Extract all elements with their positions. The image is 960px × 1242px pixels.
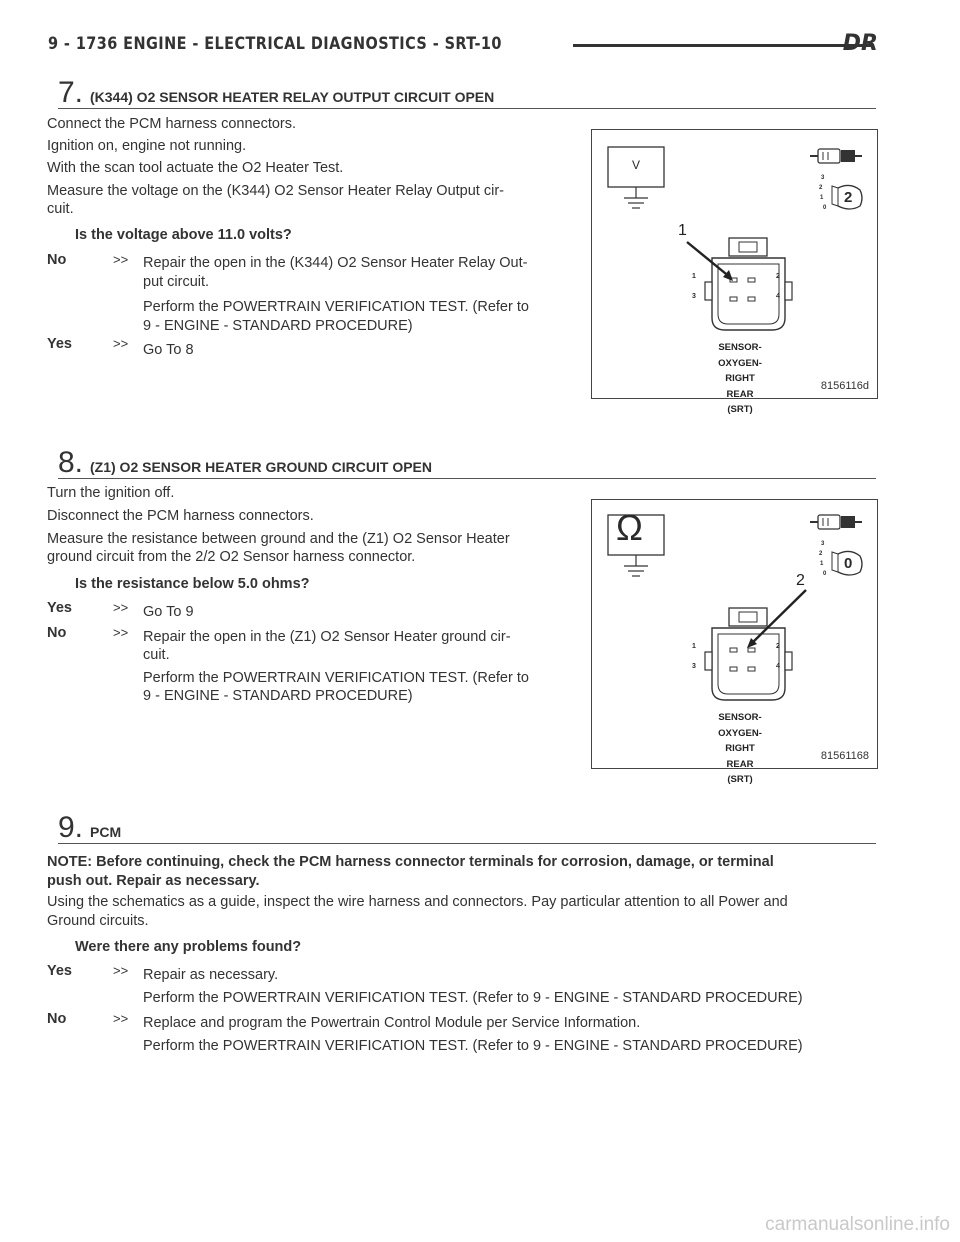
step-7-no-line: Repair the open in the (K344) O2 Sensor Heater Relay Out- [143, 255, 528, 271]
figure-8-dial-tick: 2 [819, 551, 823, 557]
step-9-no-line: Perform the POWERTRAIN VERIFICATION TEST. (Refer to 9 - ENGINE - STANDARD PROCEDURE) [143, 1038, 803, 1054]
caption-line: OXYGEN- [718, 357, 762, 369]
header-rule [573, 44, 873, 47]
figure-8-dial-tick: 0 [823, 571, 827, 577]
step-8-line: ground circuit from the 2/2 O2 Sensor harness connector. [47, 549, 416, 565]
step-7-no-line: put circuit. [143, 274, 210, 290]
page-header [48, 31, 878, 64]
step-7-line: Connect the PCM harness connectors. [47, 116, 297, 132]
caption-line: SENSOR- [718, 342, 762, 353]
figure-7-pin: 2 [776, 273, 780, 280]
step-8-yes-text: Go To 9 [143, 604, 194, 620]
figure-7-dial-tick: 3 [821, 175, 825, 181]
figure-voltage-test [591, 129, 878, 415]
figure-8-pin: 1 [692, 643, 696, 650]
step-7-heading [58, 76, 876, 109]
step-9-yes-line: Perform the POWERTRAIN VERIFICATION TEST. (Refer to 9 - ENGINE - STANDARD PROCEDURE) [143, 990, 803, 1006]
step-9-note-line: NOTE: Before continuing, check the PCM harness connector terminals for corrosion, damage, or terminal [47, 854, 774, 870]
step-9-heading [58, 811, 876, 844]
step-8-no-line: 9 - ENGINE - STANDARD PROCEDURE) [143, 688, 413, 704]
step-7-line: With the scan tool actuate the O2 Heater Test. [47, 160, 344, 176]
step-9-line: Ground circuits. [47, 913, 149, 929]
step-8-no-line: cuit. [143, 647, 170, 663]
caption-line: RIGHT [725, 743, 755, 754]
step-7-no-arrow: >> [113, 252, 129, 267]
step-8-number: 8. [58, 446, 84, 479]
watermark: carmanualsonline.info [765, 1214, 950, 1235]
step-7-number: 7. [58, 76, 84, 109]
step-8-heading [58, 446, 876, 479]
step-9-yes-arrow: >> [113, 963, 129, 978]
step-9-no-line: Replace and program the Powertrain Control Module per Service Information. [143, 1015, 641, 1031]
figure-8-callout: 2 [796, 572, 805, 589]
figure-7-dial-value: 2 [844, 189, 853, 206]
step-7-yes-label: Yes [47, 336, 72, 352]
step-9-yes-line: Repair as necessary. [143, 967, 279, 983]
step-7-yes-text: Go To 8 [143, 342, 194, 358]
step-9-line: Using the schematics as a guide, inspect the wire harness and connectors. Pay particular attention to all Power and [47, 894, 788, 910]
figure-7-dial-tick: 1 [820, 195, 824, 201]
caption-line: REAR [726, 388, 754, 400]
figure-7-dial-tick: 0 [823, 205, 827, 211]
step-8-title: (Z1) O2 SENSOR HEATER GROUND CIRCUIT OPEN [90, 459, 432, 475]
caption-line: OXYGEN- [718, 727, 762, 739]
step-8-question: Is the resistance below 5.0 ohms? [75, 576, 310, 592]
figure-resistance-test [591, 499, 878, 785]
model-badge: DR [842, 31, 878, 56]
step-7-no-label: No [47, 252, 67, 268]
figure-8-pin: 2 [776, 643, 780, 650]
step-8-no-label: No [47, 625, 67, 641]
step-9-number: 9. [58, 811, 84, 844]
figure-8-dial-tick: 3 [821, 541, 825, 547]
step-9-title: PCM [90, 824, 122, 840]
figure-7-pin: 4 [776, 293, 780, 300]
figure-7-code: 8156116d [820, 380, 869, 392]
step-7-no-line: 9 - ENGINE - STANDARD PROCEDURE) [143, 318, 413, 334]
caption-line: (SRT) [727, 774, 753, 785]
figure-7-pin: 3 [692, 293, 696, 300]
caption-line: (SRT) [727, 404, 753, 415]
step-7-question: Is the voltage above 11.0 volts? [75, 227, 292, 243]
step-8-no-line: Perform the POWERTRAIN VERIFICATION TEST. (Refer to [143, 670, 529, 686]
figure-7-pin: 1 [692, 273, 696, 280]
step-9-no-arrow: >> [113, 1011, 129, 1026]
step-8-line: Turn the ignition off. [47, 485, 175, 501]
figure-8-dial-value: 0 [844, 555, 853, 572]
step-9-yes-label: Yes [47, 963, 72, 979]
step-8-line: Measure the resistance between ground and the (Z1) O2 Sensor Heater [47, 531, 510, 547]
figure-7-caption [700, 340, 780, 418]
figure-7-meter-label: V [632, 158, 641, 172]
step-7-line: cuit. [47, 201, 74, 217]
ohm-icon: Ω [616, 507, 643, 548]
step-8-yes-label: Yes [47, 600, 72, 616]
step-8-line: Disconnect the PCM harness connectors. [47, 508, 314, 524]
step-9-no-label: No [47, 1011, 67, 1027]
step-7-no-line: Perform the POWERTRAIN VERIFICATION TEST. (Refer to [143, 299, 529, 315]
figure-8-pin: 3 [692, 663, 696, 670]
step-8-yes-arrow: >> [113, 600, 129, 615]
step-9-question: Were there any problems found? [75, 939, 302, 955]
figure-7-callout: 1 [678, 222, 687, 239]
step-9-note-line: push out. Repair as necessary. [47, 873, 260, 889]
step-8-no-arrow: >> [113, 625, 129, 640]
step-7-title: (K344) O2 SENSOR HEATER RELAY OUTPUT CIRCUIT OPEN [90, 89, 495, 105]
figure-8-caption [700, 710, 780, 788]
step-7-yes-arrow: >> [113, 336, 129, 351]
caption-line: RIGHT [725, 373, 755, 384]
figure-7-dial-tick: 2 [819, 185, 823, 191]
figure-8-pin: 4 [776, 663, 780, 670]
page-title: 9 - 1736 ENGINE - ELECTRICAL DIAGNOSTICS - SRT-10 [48, 34, 502, 54]
figure-8-dial-tick: 1 [820, 561, 824, 567]
step-7-line: Measure the voltage on the (K344) O2 Sensor Heater Relay Output cir- [47, 183, 504, 199]
caption-line: SENSOR- [718, 712, 762, 723]
caption-line: REAR [726, 758, 754, 770]
figure-8-code: 81561168 [820, 750, 869, 762]
step-7-line: Ignition on, engine not running. [47, 138, 247, 154]
step-8-no-line: Repair the open in the (Z1) O2 Sensor Heater ground cir- [143, 629, 511, 645]
